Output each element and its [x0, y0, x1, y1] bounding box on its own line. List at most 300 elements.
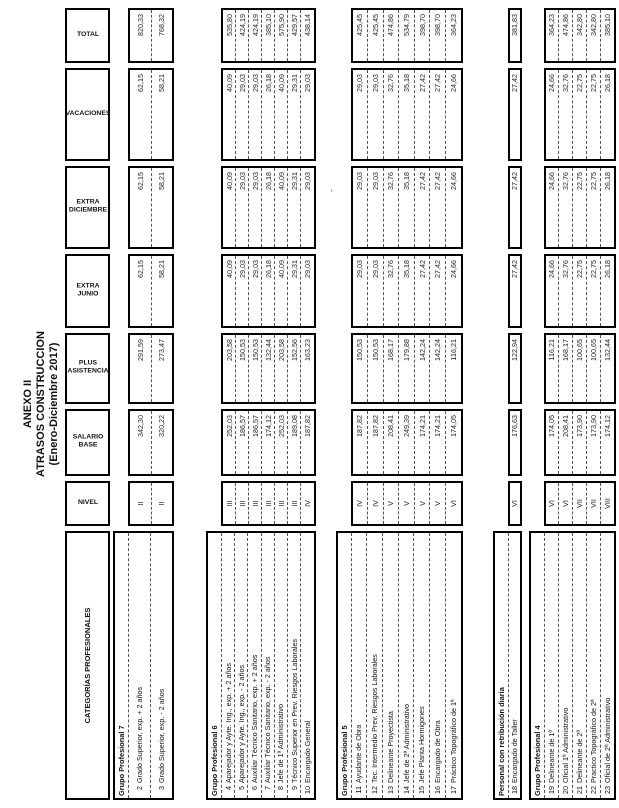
nivel-value-cell: VII — [572, 483, 586, 524]
junio-value-cell: 26,18 — [600, 256, 614, 326]
plus-value-cell: 163,23 — [300, 335, 313, 402]
vacaciones-value-cell: 29,03 — [248, 70, 261, 159]
total-value-cell: 424,19 — [248, 10, 261, 61]
category-cell — [413, 533, 429, 798]
category-name: Técnico Superior en Prev. Riesgos Laborales — [289, 638, 299, 783]
category-cell — [586, 533, 600, 798]
header-label-plus — [67, 360, 108, 377]
category-cell — [351, 533, 367, 798]
row-number: 7 — [263, 786, 273, 790]
value-box-junio — [128, 254, 174, 328]
vacaciones-value-cell: 35,18 — [398, 70, 414, 159]
total-value-cell: 820,33 — [135, 14, 145, 36]
header-label-line: ASISTENCIA — [66, 368, 109, 376]
junio-value-cell: 40,09 — [224, 260, 234, 278]
junio-value-cell: 27,42 — [429, 256, 445, 326]
category-cell — [398, 533, 414, 798]
vacaciones-value-cell: 24,66 — [547, 74, 557, 92]
categories-box — [336, 531, 463, 800]
diciembre-value-cell: 24,66 — [445, 168, 461, 247]
vacaciones-value-cell: 27,42 — [429, 70, 445, 159]
group-block-3 — [336, 8, 463, 800]
categories-box — [493, 531, 522, 800]
plus-value-cell: 203,58 — [224, 339, 234, 361]
junio-value-cell: 29,03 — [355, 260, 365, 278]
plus-value-cell: 152,56 — [287, 335, 300, 402]
total-value-cell: 398,70 — [429, 10, 445, 61]
nivel-value-cell: III — [224, 500, 234, 507]
nivel-value-cell: II — [135, 501, 145, 506]
vacaciones-value-cell: 22,75 — [586, 70, 600, 159]
diciembre-value-cell: 26,18 — [600, 168, 614, 247]
category-cell — [544, 533, 558, 798]
junio-value-cell: 29,31 — [287, 256, 300, 326]
plus-value-cell: 116,21 — [547, 339, 557, 361]
value-box-salario — [544, 409, 617, 476]
diciembre-value-cell: 32,76 — [383, 168, 399, 247]
header-label-line: SALARIO — [72, 434, 103, 442]
total-value-cell: 438,14 — [300, 10, 313, 61]
category-name: Encargado de Taller — [509, 719, 519, 783]
junio-value-cell: 29,03 — [300, 256, 313, 326]
value-box-salario — [508, 409, 522, 476]
value-box-salario — [351, 409, 463, 476]
group-label: Grupo Profesional 6 — [210, 725, 219, 796]
diciembre-value-cell: 35,18 — [398, 168, 414, 247]
category-name: Delineante Proyectista — [385, 711, 395, 783]
row-number: 2 — [135, 786, 144, 790]
header-cell-plus — [65, 333, 110, 404]
salario-value-cell: 187,82 — [367, 411, 383, 474]
nivel-value-cell: III — [235, 483, 248, 524]
category-cell — [366, 533, 382, 798]
row-number: 9 — [289, 786, 299, 790]
vacaciones-value-cell: 32,76 — [383, 70, 399, 159]
header-label-line: JUNIO — [77, 291, 98, 298]
total-value-cell: 425,45 — [355, 14, 365, 36]
nivel-value-cell: III — [287, 483, 300, 524]
plus-value-cell: 150,53 — [248, 335, 261, 402]
nivel-value-cell: V — [414, 483, 430, 524]
vacaciones-value-cell: 40,09 — [224, 74, 234, 92]
category-name: Grado Superior, exp. + 2 años — [135, 686, 144, 783]
categories-box — [529, 531, 617, 800]
diciembre-value-cell: 29,03 — [367, 168, 383, 247]
nivel-value-cell: V — [429, 483, 445, 524]
category-name: Ayudante de Obra — [354, 724, 364, 783]
vacaciones-value-cell: 26,18 — [600, 70, 614, 159]
header-cell-diciembre — [65, 166, 110, 249]
category-cell — [600, 533, 614, 798]
value-box-salario — [128, 409, 174, 476]
vacaciones-value-cell: 22,75 — [572, 70, 586, 159]
salario-value-cell: 174,21 — [429, 411, 445, 474]
value-box-salario — [221, 409, 316, 476]
plus-value-cell: 100,65 — [586, 335, 600, 402]
plus-value-cell: 179,88 — [398, 335, 414, 402]
scan-artifact-mark: - — [327, 189, 336, 192]
categories-box — [113, 531, 174, 800]
category-name: Práctico Topográfico de 1ª — [448, 699, 458, 783]
header-label-nivel — [77, 499, 97, 507]
salario-value-cell: 252,03 — [274, 411, 287, 474]
category-cell — [261, 533, 274, 798]
diciembre-value-cell: 29,03 — [300, 168, 313, 247]
row-number: 22 — [588, 786, 598, 794]
category-name: Oficial 1ª Administrativo — [560, 707, 570, 783]
vacaciones-value-cell: 29,03 — [300, 70, 313, 159]
total-value-cell: 474,86 — [558, 10, 572, 61]
categories-box — [206, 531, 316, 800]
row-number: 12 — [370, 786, 380, 794]
diciembre-value-cell: 29,31 — [287, 168, 300, 247]
total-value-cell: 425,45 — [367, 10, 383, 61]
value-box-junio — [351, 254, 463, 328]
row-number: 18 — [509, 786, 519, 794]
junio-value-cell: 24,66 — [445, 256, 461, 326]
plus-value-cell: 291,59 — [135, 339, 145, 361]
plus-value-cell: 142,24 — [414, 335, 430, 402]
value-box-diciembre — [351, 166, 463, 249]
nivel-value-cell: IV — [355, 500, 365, 507]
diciembre-value-cell: 62,15 — [135, 172, 145, 190]
diciembre-value-cell: 29,03 — [355, 172, 365, 190]
vacaciones-value-cell: 29,03 — [355, 74, 365, 92]
diciembre-value-cell: 22,75 — [572, 168, 586, 247]
total-value-cell: 398,70 — [414, 10, 430, 61]
value-box-junio — [221, 254, 316, 328]
row-number: 20 — [560, 786, 570, 794]
total-value-cell: 424,19 — [235, 10, 248, 61]
junio-value-cell: 27,42 — [414, 256, 430, 326]
salary-table — [65, 8, 616, 800]
vacaciones-value-cell: 24,66 — [445, 70, 461, 159]
category-cell — [429, 533, 445, 798]
nivel-value-cell: II — [151, 483, 173, 524]
category-cell — [234, 533, 247, 798]
diciembre-value-cell: 40,09 — [224, 172, 234, 190]
salario-value-cell: 208,41 — [558, 411, 572, 474]
value-box-nivel — [544, 481, 617, 526]
plus-value-cell: 168,17 — [383, 335, 399, 402]
value-box-total — [351, 8, 463, 63]
group-block-4 — [493, 8, 522, 800]
diciembre-value-cell: 32,76 — [558, 168, 572, 247]
group-label: Grupo Profesional 7 — [117, 725, 126, 796]
row-number: 17 — [448, 786, 458, 794]
junio-value-cell: 22,75 — [586, 256, 600, 326]
row-number: 21 — [574, 786, 584, 794]
header-label-line: PLUS — [78, 360, 97, 368]
header-label-line: DICIEMBRE — [68, 207, 107, 215]
header-cell-categorias — [65, 531, 110, 800]
junio-value-cell: 24,66 — [547, 260, 557, 278]
plus-value-cell: 142,24 — [429, 335, 445, 402]
plus-value-cell: 150,53 — [367, 335, 383, 402]
junio-value-cell: 32,76 — [558, 256, 572, 326]
junio-value-cell: 40,09 — [274, 256, 287, 326]
total-value-cell: 429,57 — [287, 10, 300, 61]
value-box-total — [221, 8, 316, 63]
diciembre-value-cell: 27,42 — [414, 168, 430, 247]
header-label-line: NIVEL — [77, 499, 98, 507]
value-box-total — [508, 8, 522, 63]
category-cell — [287, 533, 300, 798]
header-label-line: VACACIONES — [65, 110, 110, 118]
category-name: Jefe Planta Hormigones — [417, 706, 427, 783]
value-box-nivel — [351, 481, 463, 526]
junio-value-cell: 29,03 — [367, 256, 383, 326]
category-cell — [247, 533, 260, 798]
vacaciones-value-cell: 58,21 — [151, 70, 173, 159]
diciembre-value-cell: 29,03 — [248, 168, 261, 247]
value-box-total — [128, 8, 174, 63]
value-box-plus — [221, 333, 316, 404]
total-value-cell: 474,86 — [383, 10, 399, 61]
vacaciones-value-cell: 29,31 — [287, 70, 300, 159]
value-box-nivel — [221, 481, 316, 526]
value-box-diciembre — [544, 166, 617, 249]
group-block-2 — [206, 8, 316, 800]
vacaciones-value-cell: 29,03 — [367, 70, 383, 159]
junio-value-cell: 58,21 — [151, 256, 173, 326]
salario-value-cell: 174,12 — [261, 411, 274, 474]
category-name: Practico Topográfico de 2ª — [588, 699, 598, 783]
nivel-value-cell: III — [248, 483, 261, 524]
salario-value-cell: 176,63 — [510, 415, 519, 437]
value-box-junio — [544, 254, 617, 328]
junio-value-cell: 32,76 — [383, 256, 399, 326]
total-value-cell: 385,10 — [600, 10, 614, 61]
header-label-line: EXTRA — [75, 199, 100, 207]
category-name: Delineante de 1ª — [546, 729, 556, 783]
junio-value-cell: 27,42 — [510, 260, 519, 278]
category-cell — [300, 533, 313, 798]
header-cell-junio — [65, 254, 110, 328]
salario-value-cell: 252,03 — [224, 415, 234, 437]
category-cell — [150, 533, 172, 798]
nivel-value-cell: IV — [367, 483, 383, 524]
diciembre-value-cell: 29,03 — [235, 168, 248, 247]
value-box-diciembre — [221, 166, 316, 249]
category-cell — [128, 533, 150, 798]
header-cell-total — [65, 8, 110, 63]
nivel-value-cell: VI — [445, 483, 461, 524]
table-header-row — [65, 8, 110, 800]
value-box-vacaciones — [128, 68, 174, 161]
row-number: 15 — [417, 786, 427, 794]
total-value-cell: 381,83 — [510, 14, 519, 36]
row-number: 19 — [546, 786, 556, 794]
group-label: Grupo Profesional 4 — [532, 725, 542, 796]
diciembre-value-cell: 24,66 — [547, 172, 557, 190]
vacaciones-value-cell: 27,42 — [510, 74, 519, 92]
salario-value-cell: 208,41 — [383, 411, 399, 474]
category-name: Auxiliar Técnico Sanitario, exp. + 2 años — [250, 654, 260, 783]
salario-value-cell: 174,05 — [445, 411, 461, 474]
salario-value-cell: 189,08 — [287, 411, 300, 474]
header-label-total — [76, 31, 98, 39]
group-block-5 — [529, 8, 617, 800]
plus-value-cell: 132,44 — [600, 335, 614, 402]
category-cell — [221, 533, 234, 798]
title-line-1: ANEXO II — [22, 379, 34, 429]
category-cell — [445, 533, 461, 798]
total-value-cell: 385,10 — [261, 10, 274, 61]
value-box-diciembre — [508, 166, 522, 249]
category-name: Aparejador y Ayte. Ing., exp. - 2 años — [236, 664, 246, 783]
header-cell-salario — [65, 409, 110, 476]
vacaciones-value-cell: 32,76 — [558, 70, 572, 159]
nivel-value-cell: VIII — [600, 483, 614, 524]
row-number: 14 — [401, 786, 411, 794]
salario-value-cell: 174,05 — [547, 415, 557, 437]
salario-value-cell: 186,57 — [248, 411, 261, 474]
junio-value-cell: 62,15 — [135, 260, 145, 278]
header-label-categorias: CATEGORÍAS PROFESIONALES — [83, 607, 92, 724]
total-value-cell: 535,80 — [224, 14, 234, 36]
header-label-vacaciones — [65, 110, 110, 118]
plus-value-cell: 203,58 — [274, 335, 287, 402]
header-label-salario — [72, 434, 103, 451]
plus-value-cell: 168,17 — [558, 335, 572, 402]
total-value-cell: 768,32 — [151, 10, 173, 61]
vacaciones-value-cell: 40,09 — [274, 70, 287, 159]
plus-value-cell: 273,47 — [151, 335, 173, 402]
row-number: 4 — [223, 786, 233, 790]
category-name: Delineante de 2ª — [574, 729, 584, 783]
salario-value-cell: 320,22 — [151, 411, 173, 474]
value-box-vacaciones — [351, 68, 463, 161]
row-number: 11 — [354, 786, 364, 794]
category-name: Aparejador y Ayte. Ing., exp. + 2 años — [223, 663, 233, 783]
nivel-value-cell: V — [398, 483, 414, 524]
junio-value-cell: 35,18 — [398, 256, 414, 326]
group-block-1 — [113, 8, 174, 800]
nivel-value-cell: IV — [300, 483, 313, 524]
nivel-value-cell: V — [383, 483, 399, 524]
nivel-value-cell: VI — [558, 483, 572, 524]
plus-value-cell: 116,21 — [445, 335, 461, 402]
value-box-plus — [128, 333, 174, 404]
plus-value-cell: 132,44 — [261, 335, 274, 402]
total-value-cell: 342,80 — [572, 10, 586, 61]
vacaciones-value-cell: 26,18 — [261, 70, 274, 159]
plus-value-cell: 100,65 — [572, 335, 586, 402]
nivel-value-cell: VI — [510, 500, 519, 507]
junio-value-cell: 26,18 — [261, 256, 274, 326]
value-box-nivel — [508, 481, 522, 526]
value-box-nivel — [128, 481, 174, 526]
value-box-vacaciones — [544, 68, 617, 161]
nivel-value-cell: III — [274, 483, 287, 524]
row-number: 8 — [276, 786, 286, 790]
header-label-line: EXTRA — [75, 282, 100, 290]
header-cell-nivel — [65, 481, 110, 526]
row-number: 5 — [236, 786, 246, 790]
total-value-cell: 575,90 — [274, 10, 287, 61]
category-name: Oficial de 2ª Administrativo — [602, 697, 612, 783]
salario-value-cell: 187,82 — [300, 411, 313, 474]
salario-value-cell: 187,82 — [355, 415, 365, 437]
value-box-total — [544, 8, 617, 63]
row-number: 16 — [432, 786, 442, 794]
nivel-value-cell: III — [261, 483, 274, 524]
header-label-junio — [76, 283, 99, 300]
salario-value-cell: 174,12 — [600, 411, 614, 474]
salario-value-cell: 173,90 — [586, 411, 600, 474]
plus-value-cell: 150,53 — [235, 335, 248, 402]
header-label-line: BASE — [78, 442, 97, 450]
salario-value-cell: 174,21 — [414, 411, 430, 474]
category-name: Jefe de 2ª Administrativo — [401, 704, 411, 783]
title-line-2: ATRASOS CONSTRUCCION — [35, 331, 47, 477]
total-value-cell: 364,23 — [547, 14, 557, 36]
category-name: Encargado General — [302, 720, 312, 783]
document-title — [0, 0, 61, 808]
value-box-diciembre — [128, 166, 174, 249]
category-cell — [382, 533, 398, 798]
category-cell — [572, 533, 586, 798]
vacaciones-value-cell: 29,03 — [235, 70, 248, 159]
diciembre-value-cell: 27,42 — [429, 168, 445, 247]
header-label-line: TOTAL — [76, 31, 99, 39]
title-line-3: (Enero-Diciembre 2017) — [48, 342, 60, 466]
category-name: Encargado de Obra — [432, 720, 442, 783]
diciembre-value-cell: 58,21 — [151, 168, 173, 247]
nivel-value-cell: VII — [586, 483, 600, 524]
value-box-plus — [351, 333, 463, 404]
table-body — [113, 8, 616, 800]
plus-value-cell: 150,53 — [355, 339, 365, 361]
group-label: Grupo Profesional 5 — [339, 725, 349, 796]
diciembre-value-cell: 27,42 — [510, 172, 519, 190]
category-name: Grado Superior, exp. - 2 años — [157, 688, 166, 783]
vacaciones-value-cell: 62,15 — [135, 74, 145, 92]
total-value-cell: 342,80 — [586, 10, 600, 61]
junio-value-cell: 22,75 — [572, 256, 586, 326]
header-cell-vacaciones — [65, 68, 110, 161]
salario-value-cell: 249,39 — [398, 411, 414, 474]
vacaciones-value-cell: 27,42 — [414, 70, 430, 159]
salario-value-cell: 173,90 — [572, 411, 586, 474]
category-cell — [274, 533, 287, 798]
diciembre-value-cell: 40,09 — [274, 168, 287, 247]
category-name: Jefe de 1ª Administrativo — [276, 704, 286, 783]
row-number: 6 — [250, 786, 260, 790]
plus-value-cell: 122,94 — [510, 339, 519, 361]
group-label: Personal con retribución diaria — [496, 687, 506, 796]
row-number: 13 — [385, 786, 395, 794]
value-box-plus — [508, 333, 522, 404]
junio-value-cell: 29,03 — [248, 256, 261, 326]
category-name: Tec. Intermedio Prev. Riesgos Laborales — [370, 654, 380, 783]
salario-value-cell: 186,57 — [235, 411, 248, 474]
total-value-cell: 534,79 — [398, 10, 414, 61]
category-name: Auxiliar Técnico Sanitario, exp. - 2 años — [263, 656, 273, 783]
value-box-vacaciones — [221, 68, 316, 161]
value-box-plus — [544, 333, 617, 404]
category-cell — [558, 533, 572, 798]
nivel-value-cell: VI — [547, 500, 557, 507]
diciembre-value-cell: 26,18 — [261, 168, 274, 247]
junio-value-cell: 29,03 — [235, 256, 248, 326]
row-number: 10 — [302, 786, 312, 794]
row-number: 3 — [157, 786, 166, 790]
salario-value-cell: 342,30 — [135, 415, 145, 437]
row-number: 23 — [602, 786, 612, 794]
value-box-junio — [508, 254, 522, 328]
